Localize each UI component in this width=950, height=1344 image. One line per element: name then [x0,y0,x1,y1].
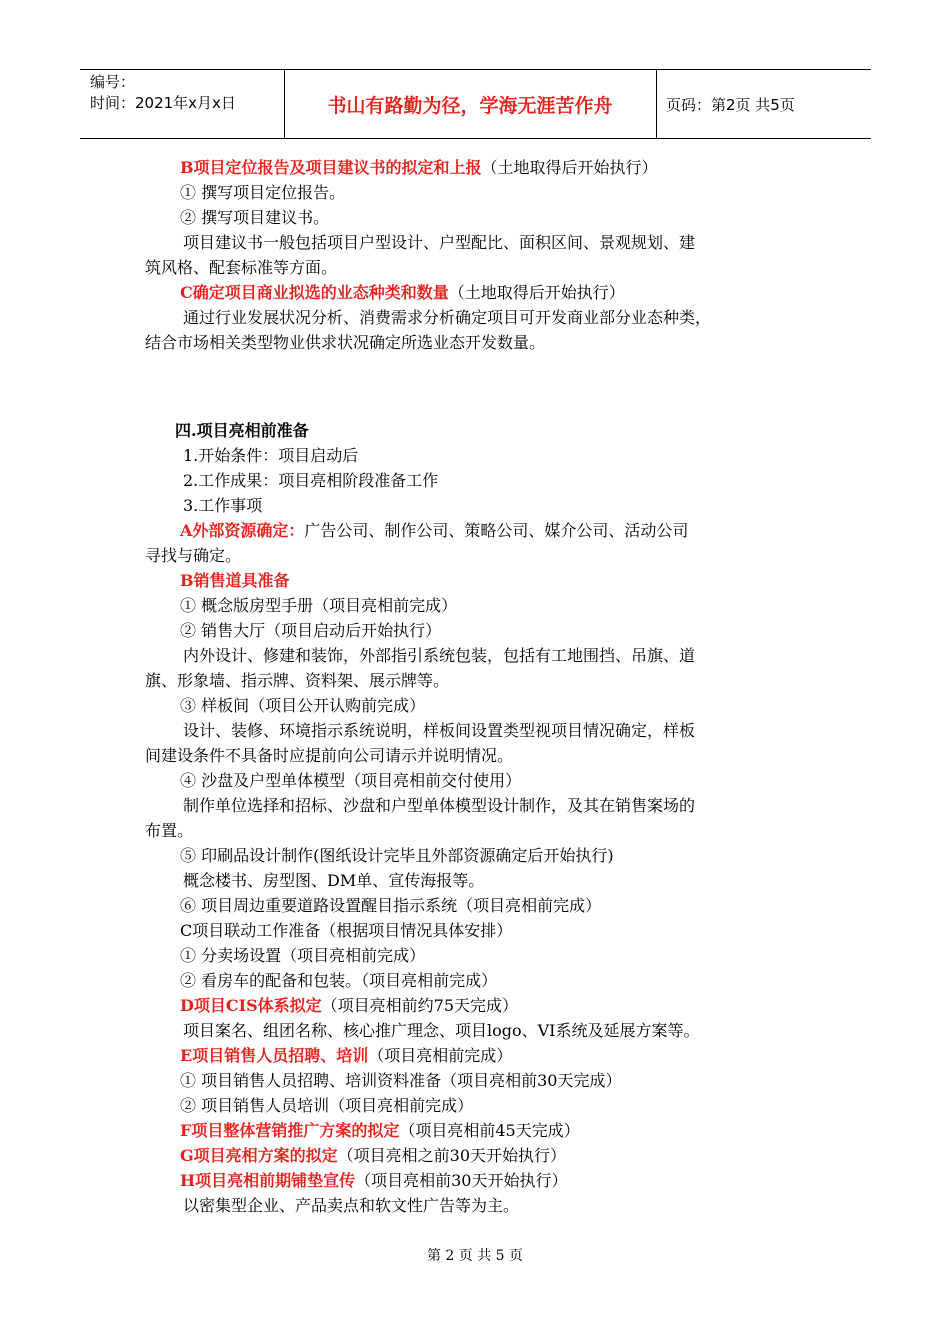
section-f [145,1118,805,1143]
paragraph-line: 间建设条件不具备时应提前向公司请示并说明情况。 [145,746,514,765]
section-4-title: 四.项目亮相前准备 [175,421,309,440]
section-e-note: （项目亮相前完成） [368,1046,513,1065]
section-h-note: （项目亮相前30天开始执行） [355,1171,568,1190]
list-item: ⑥ 项目周边重要道路设置醒目指示系统（项目亮相前完成） [180,896,602,915]
list-item: ① 概念版房型手册（项目亮相前完成） [180,596,458,615]
section-bb-title: B销售道具准备 [180,571,290,590]
section-g [145,1143,805,1168]
list-item: 2.工作成果：项目亮相阶段准备工作 [183,471,439,490]
section-c-title: C确定项目商业拟选的业态种类和数量 [180,283,449,302]
document-body [145,155,805,1218]
page-footer: 第 2 页 共 5 页 [426,1248,524,1264]
section-c [145,280,805,305]
section-e [145,1043,805,1068]
section-d-title: D项目CIS体系拟定 [180,996,322,1015]
section-f-title: F项目整体营销推广方案的拟定 [180,1121,400,1140]
paragraph-line: 内外设计、修建和装饰，外部指引系统包装，包括有工地围挡、吊旗、道 [183,646,696,665]
list-item: ① 分卖场设置（项目亮相前完成） [180,946,426,965]
page-header [80,69,871,139]
list-item: ③ 样板间（项目公开认购前完成） [180,696,426,715]
list-item: 3.工作事项 [183,496,263,515]
section-e-title: E项目销售人员招聘、培训 [180,1046,369,1065]
header-motto: 书山有路勤为径，学海无涯苦作舟 [327,94,613,117]
section-b [145,155,805,180]
header-divider [656,70,657,138]
paragraph-line: 广告公司、制作公司、策略公司、媒介公司、活动公司 [304,521,689,540]
section-d [145,993,805,1018]
paragraph-line: 项目建议书一般包括项目户型设计、户型配比、面积区间、景观规划、建 [183,233,696,252]
header-meta [90,72,236,114]
section-f-note: （项目亮相前45天完成） [399,1121,580,1140]
list-item: 1.开始条件：项目启动后 [183,446,359,465]
list-item: ② 撰写项目建议书。 [180,208,330,227]
paragraph-line: 布置。 [145,821,194,840]
list-item: ① 项目销售人员招聘、培训资料准备（项目亮相前30天完成） [180,1071,622,1090]
paragraph-line: 概念楼书、房型图、DM单、宣传海报等。 [183,871,485,890]
section-h-title: H项目亮相前期铺垫宣传 [180,1171,356,1190]
section-a [145,518,805,543]
list-item: ② 项目销售人员培训（项目亮相前完成） [180,1096,474,1115]
section-g-title: G项目亮相方案的拟定 [180,1146,338,1165]
paragraph-line: 设计、装修、环境指示系统说明，样板间设置类型视项目情况确定，样板 [183,721,696,740]
list-item: ⑤ 印刷品设计制作(图纸设计完毕且外部资源确定后开始执行) [180,846,614,865]
paragraph-line: 以密集型企业、产品卖点和软文性广告等为主。 [183,1196,520,1215]
section-b-title: B项目定位报告及项目建议书的拟定和上报 [180,158,482,177]
document-date: 时间：2021年x月x日 [90,94,236,112]
list-item: ② 看房车的配备和包装。（项目亮相前完成） [180,971,498,990]
section-g-note: （项目亮相之前30天开始执行） [337,1146,567,1165]
section-h [145,1168,805,1193]
paragraph-line: 通过行业发展状况分析、消费需求分析确定项目可开发商业部分业态种类， [183,308,712,327]
list-item: ② 销售大厅（项目启动后开始执行） [180,621,442,640]
list-item: ① 撰写项目定位报告。 [180,183,346,202]
header-page-number: 页码：第2页 共5页 [666,95,795,114]
section-a-title: A外部资源确定： [180,521,305,540]
section-bb [145,568,805,593]
paragraph-line: 制作单位选择和招标、沙盘和户型单体模型设计制作，及其在销售案场的 [183,796,696,815]
paragraph-line: 项目案名、组团名称、核心推广理念、项目logo、VI系统及延展方案等。 [183,1021,700,1040]
section-c-note: （土地取得后开始执行） [448,283,625,302]
paragraph-line: 寻找与确定。 [145,546,242,565]
paragraph-line: 筑风格、配套标准等方面。 [145,258,338,277]
list-item: ④ 沙盘及户型单体模型（项目亮相前交付使用） [180,771,522,790]
section-b-note: （土地取得后开始执行） [481,158,658,177]
section-cc-title: C项目联动工作准备（根据项目情况具体安排） [180,921,513,940]
document-number: 编号： [90,73,136,91]
paragraph-line: 旗、形象墙、指示牌、资料架、展示牌等。 [145,671,450,690]
paragraph-line: 结合市场相关类型物业供求状况确定所选业态开发数量。 [145,333,546,352]
section-d-note: （项目亮相前约75天完成） [321,996,519,1015]
